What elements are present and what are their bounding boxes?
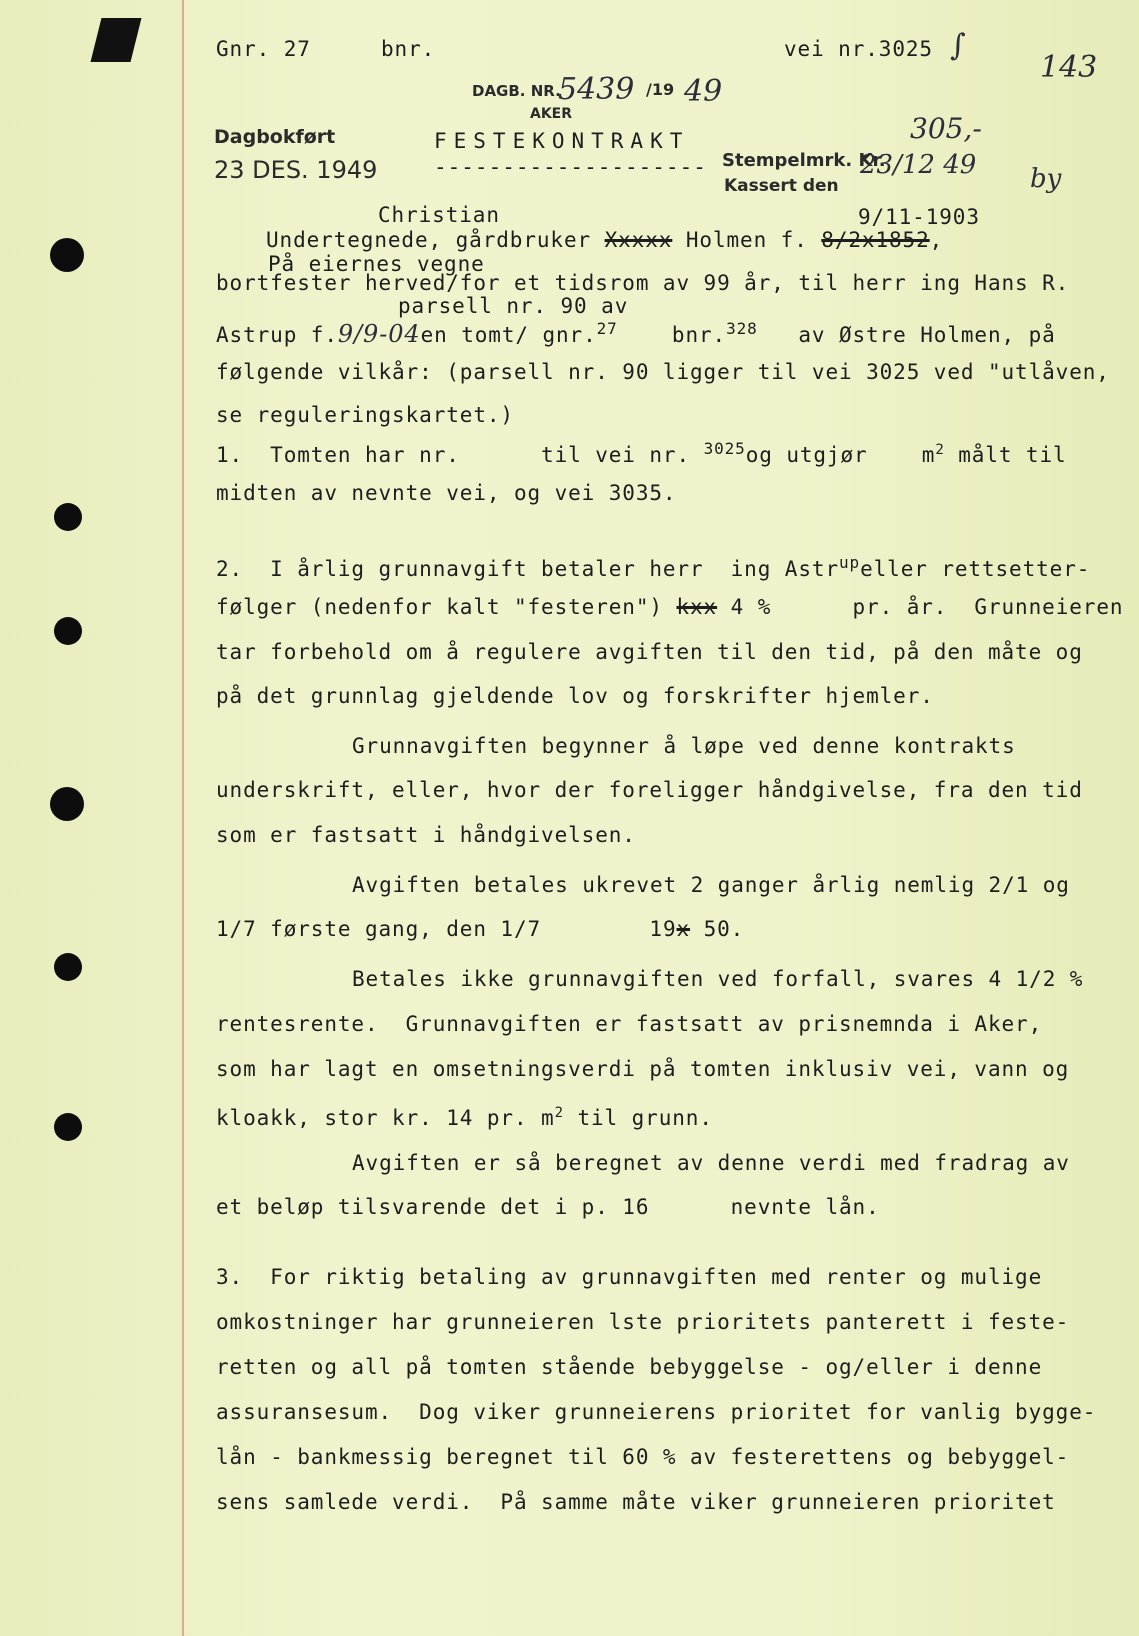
title-underline: -------------------- bbox=[434, 155, 707, 179]
body-line: retten og all på tomten stående bebyggelse - og/eller i denne bbox=[216, 1355, 1043, 1379]
vei-label: vei nr.3025 bbox=[784, 37, 933, 61]
dagb-year: 49 bbox=[684, 74, 723, 109]
kassert-stamp: Kassert den bbox=[724, 176, 839, 196]
aker-stamp: AKER bbox=[530, 106, 573, 122]
body-line: midten av nevnte vei, og vei 3035. bbox=[216, 481, 677, 505]
stempel-stamp: Stempelmrk. Kr. bbox=[722, 150, 886, 171]
body-line: Avgiften er så beregnet av denne verdi med fradrag av bbox=[352, 1151, 1070, 1175]
body-line: følger (nedenfor kalt "festeren") kxx 4 % pr. år. Grunneieren bbox=[216, 595, 1124, 619]
dagb-number: 5439 bbox=[558, 72, 635, 107]
body-line: 2. I årlig grunnavgift betaler herr ing Astr$^{up}$eller rettsetter- bbox=[216, 553, 1091, 581]
body-line: kloakk, stor kr. 14 pr. $m^2$ til grunn. bbox=[216, 1105, 713, 1130]
body-line: som er fastsatt i håndgivelsen. bbox=[216, 823, 636, 847]
bnr-label: bnr. bbox=[381, 37, 436, 61]
body-line: underskrift, eller, hvor der foreligger håndgivelse, fra den tid bbox=[216, 778, 1083, 802]
body-line: Grunnavgiften begynner å løpe ved denne kontrakts bbox=[352, 734, 1016, 758]
body-line: Avgiften betales ukrevet 2 ganger årlig nemlig 2/1 og bbox=[352, 873, 1070, 897]
body-line: Undertegnede, gårdbruker Xxxxx Holmen f. 8/2x1852, bbox=[266, 228, 944, 252]
kassert-date: 23/12 49 bbox=[860, 150, 977, 180]
place-label: Christian bbox=[378, 203, 500, 227]
body-line: bortfester herved/for et tidsrom av 99 år, til herr ing Hans R. bbox=[216, 271, 1070, 295]
margin-rule bbox=[182, 0, 184, 1636]
body-line: assuransesum. Dog viker grunneierens prioritet for vanlig bygge- bbox=[216, 1400, 1097, 1424]
body-line: Betales ikke grunnavgiften ved forfall, svares 4 1/2 % bbox=[352, 967, 1084, 991]
body-line: se reguleringskartet.) bbox=[216, 403, 514, 427]
body-line: lån - bankmessig beregnet til 60 % av festerettens og bebyggel- bbox=[216, 1445, 1070, 1469]
contract-date: 9/11-1903 bbox=[858, 205, 980, 229]
punch-hole bbox=[54, 953, 82, 981]
dagbokfort-date: 23 DES. 1949 bbox=[214, 156, 378, 184]
dagbokfort-stamp: Dagbokført bbox=[214, 126, 336, 148]
gnr-label: Gnr. 27 bbox=[216, 37, 311, 61]
kassert-signature: by bbox=[1030, 164, 1062, 194]
body-line: Astrup f.9/9-04en tomt/ gnr.$^{27}$ bnr.$^{328}$ av Østre Holmen, på bbox=[216, 319, 1056, 348]
body-line: sens samlede verdi. På samme måte viker grunneieren prioritet bbox=[216, 1490, 1056, 1514]
body-line: 1. Tomten har nr. til vei nr. $^{3025}$og utgjør $m^2$ målt til bbox=[216, 439, 1067, 467]
body-line: som har lagt en omsetningsverdi på tomten inklusiv vei, vann og bbox=[216, 1057, 1070, 1081]
body-line: På eiernes vegne bbox=[268, 252, 485, 276]
body-line: et beløp tilsvarende det i p. 16 nevnte lån. bbox=[216, 1195, 880, 1219]
dagb-year-stamp: /19 bbox=[646, 80, 675, 99]
body-line: på det grunnlag gjeldende lov og forskrifter hjemler. bbox=[216, 684, 934, 708]
body-line: parsell nr. 90 av bbox=[398, 294, 629, 318]
punch-hole bbox=[54, 1113, 82, 1141]
dagb-stamp-label: DAGB. NR. bbox=[472, 82, 561, 100]
stempel-amount: 305,- bbox=[910, 112, 982, 145]
punch-hole bbox=[50, 238, 84, 272]
body-line: følgende vilkår: (parsell nr. 90 ligger til vei 3025 ved "utlåven, bbox=[216, 360, 1110, 384]
corner-handwritten-mark: ∫ bbox=[950, 28, 966, 63]
punch-hole bbox=[50, 787, 84, 821]
body-line: 3. For riktig betaling av grunnavgiften med renter og mulige bbox=[216, 1265, 1043, 1289]
page-title: FESTEKONTRAKT bbox=[434, 129, 690, 153]
corner-mark-number: 143 bbox=[1040, 50, 1098, 85]
punch-hole bbox=[54, 503, 82, 531]
punch-hole bbox=[54, 617, 82, 645]
body-line: rentesrente. Grunnavgiften er fastsatt av prisnemnda i Aker, bbox=[216, 1012, 1043, 1036]
corner-tab-mark bbox=[91, 18, 142, 62]
body-line: omkostninger har grunneieren lste prioritets panterett i feste- bbox=[216, 1310, 1070, 1334]
body-line: tar forbehold om å regulere avgiften til den tid, på den måte og bbox=[216, 640, 1083, 664]
body-line: 1/7 første gang, den 1/7 19x 50. bbox=[216, 917, 745, 941]
